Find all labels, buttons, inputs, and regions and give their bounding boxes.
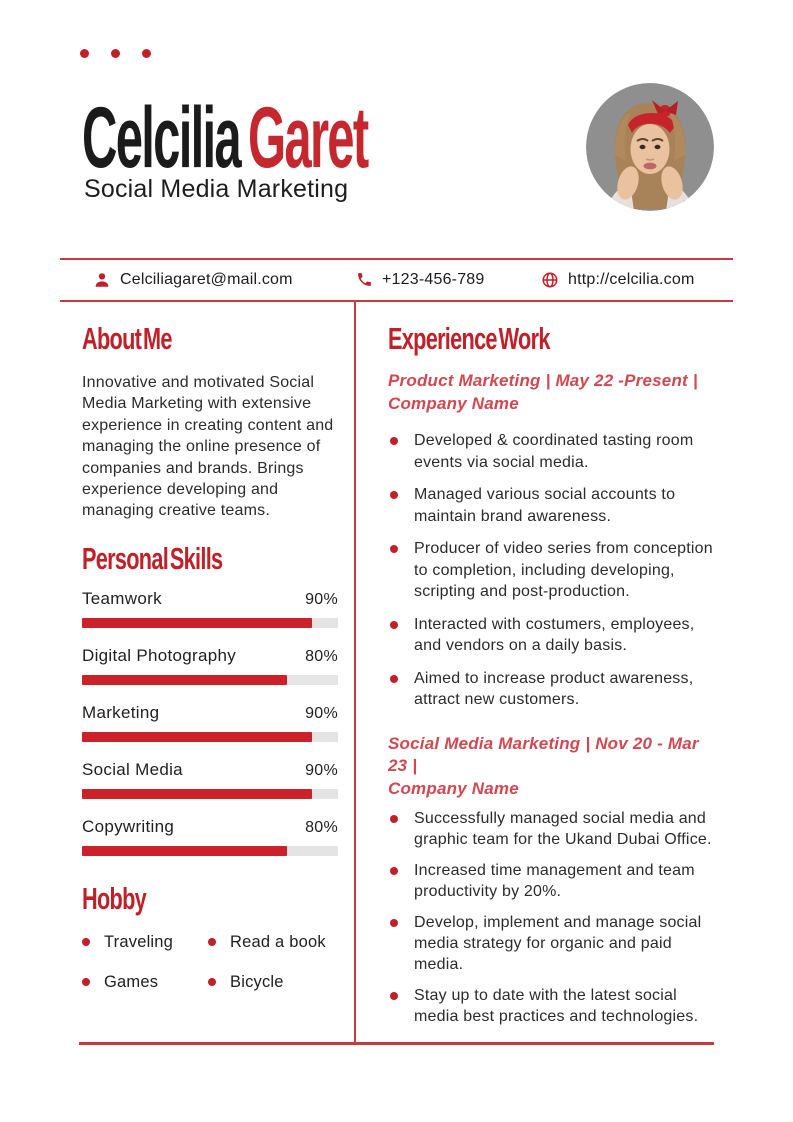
bullet-icon (82, 978, 90, 986)
skill-item (82, 760, 338, 799)
contact-phone (356, 260, 485, 299)
hobby-item (82, 972, 208, 992)
skill-item (82, 817, 338, 856)
phone-icon (356, 271, 373, 288)
skill-percent: 90% (305, 761, 338, 779)
experience-bullet (388, 484, 722, 527)
bullet-icon (390, 815, 398, 823)
hobby-label: Traveling (104, 932, 174, 951)
skill-bar-track (82, 675, 338, 685)
hobby-item (208, 972, 338, 992)
skill-label: Marketing (82, 702, 160, 722)
skills-heading: Personal Skills (82, 540, 223, 576)
experience-bullet-text: Aimed to increase product awareness, attract new customers. (414, 669, 694, 708)
decor-dots (80, 49, 151, 58)
job-heading-line: Social Media Marketing | Nov 20 - Mar 23 | (388, 733, 699, 775)
experience-bullet (388, 668, 722, 711)
experience-bullet (388, 985, 722, 1027)
job-heading (388, 370, 722, 415)
hobby-list (82, 932, 338, 992)
skill-bar-track (82, 618, 338, 628)
hobby-label: Bicycle (230, 972, 284, 991)
bullet-icon (390, 919, 398, 927)
skill-bar-fill (82, 675, 287, 685)
bottom-rule (79, 1042, 714, 1045)
bullet-icon (390, 437, 398, 445)
contact-email-value: Celciliagaret@mail.com (120, 270, 293, 288)
contact-website-value: http://celcilia.com (568, 270, 695, 288)
last-name: Garet (247, 90, 368, 186)
job-bullet-list (388, 808, 722, 1027)
skill-percent: 80% (305, 647, 338, 665)
skill-percent: 90% (305, 704, 338, 722)
bullet-icon (208, 978, 216, 986)
experience-bullet (388, 538, 722, 603)
skill-bar-fill (82, 789, 312, 799)
about-text: Innovative and motivated Social Media Marketing with extensive experience in creating content and managing the online presence of companies and brands. Brings experience developing and managing creative teams. (82, 374, 334, 520)
experience-bullet-text: Interacted with costumers, employees, and vendors on a daily basis. (414, 615, 695, 654)
bullet-icon (390, 491, 398, 499)
skill-label: Teamwork (82, 588, 162, 608)
job-heading-line: Company Name (388, 778, 519, 798)
experience-jobs (388, 370, 722, 1027)
skill-bar-track (82, 789, 338, 799)
about-heading: About Me (82, 321, 172, 356)
right-column (388, 322, 722, 1037)
skill-item (82, 646, 338, 685)
experience-bullet-text: Developed & coordinated tasting room events via social media. (414, 432, 694, 471)
experience-bullet-text: Stay up to date with the latest social media best practices and technologies. (414, 987, 699, 1025)
skill-bar-track (82, 846, 338, 856)
profile-photo (586, 83, 714, 211)
job-heading (388, 733, 722, 801)
bullet-icon (208, 938, 216, 946)
experience-bullet-text: Managed various social accounts to maintain brand awareness. (414, 486, 676, 525)
skill-percent: 80% (305, 818, 338, 836)
globe-icon (541, 271, 559, 289)
decor-dot (142, 49, 151, 58)
decor-dot (111, 49, 120, 58)
skill-bar-fill (82, 618, 312, 628)
hobby-item (82, 932, 208, 952)
hobby-label: Read a book (230, 932, 326, 951)
experience-bullet (388, 430, 722, 473)
experience-bullet-text: Develop, implement and manage social media strategy for organic and paid media. (414, 914, 702, 973)
experience-bullet (388, 912, 722, 975)
person-icon (93, 271, 111, 289)
decor-dot (80, 49, 89, 58)
name-heading (82, 90, 368, 186)
job-heading-line: Company Name (388, 393, 519, 413)
job-bullet-list (388, 430, 722, 711)
skill-bar-fill (82, 732, 312, 742)
experience-bullet-text: Increased time management and team productivity by 20%. (414, 862, 695, 900)
bullet-icon (390, 545, 398, 553)
bullet-icon (390, 675, 398, 683)
skill-bar-fill (82, 846, 287, 856)
skill-label: Social Media (82, 759, 183, 779)
job-title: Social Media Marketing (84, 175, 349, 203)
hobby-label: Games (104, 972, 159, 991)
first-name: Celcilia (82, 90, 240, 186)
experience-bullet-text: Producer of video series from conception to completion, including developing, scripting and post-production. (414, 540, 713, 600)
hobby-item (208, 932, 338, 952)
skill-bar-track (82, 732, 338, 742)
experience-bullet (388, 808, 722, 850)
experience-heading: Experience Work (388, 321, 550, 356)
bullet-icon (390, 621, 398, 629)
contact-phone-value: +123-456-789 (382, 270, 485, 288)
column-divider (354, 302, 356, 1043)
skills-list (82, 589, 338, 856)
contact-website (541, 260, 695, 299)
left-column (82, 322, 338, 992)
skill-label: Copywriting (82, 816, 175, 836)
skill-item (82, 703, 338, 742)
bullet-icon (390, 992, 398, 1000)
experience-bullet-text: Successfully managed social media and graphic team for the Ukand Dubai Office. (414, 810, 712, 848)
experience-bullet (388, 860, 722, 902)
skill-percent: 90% (305, 590, 338, 608)
experience-bullet (388, 614, 722, 657)
bullet-icon (82, 938, 90, 946)
contact-email (93, 260, 293, 299)
hobby-heading: Hobby (82, 880, 147, 916)
bullet-icon (390, 867, 398, 875)
skill-item (82, 589, 338, 628)
job-heading-line: Product Marketing | May 22 -Present | (388, 371, 698, 390)
skill-label: Digital Photography (82, 645, 237, 665)
contact-bar (60, 258, 733, 302)
profile-photo-illustration (586, 83, 714, 211)
